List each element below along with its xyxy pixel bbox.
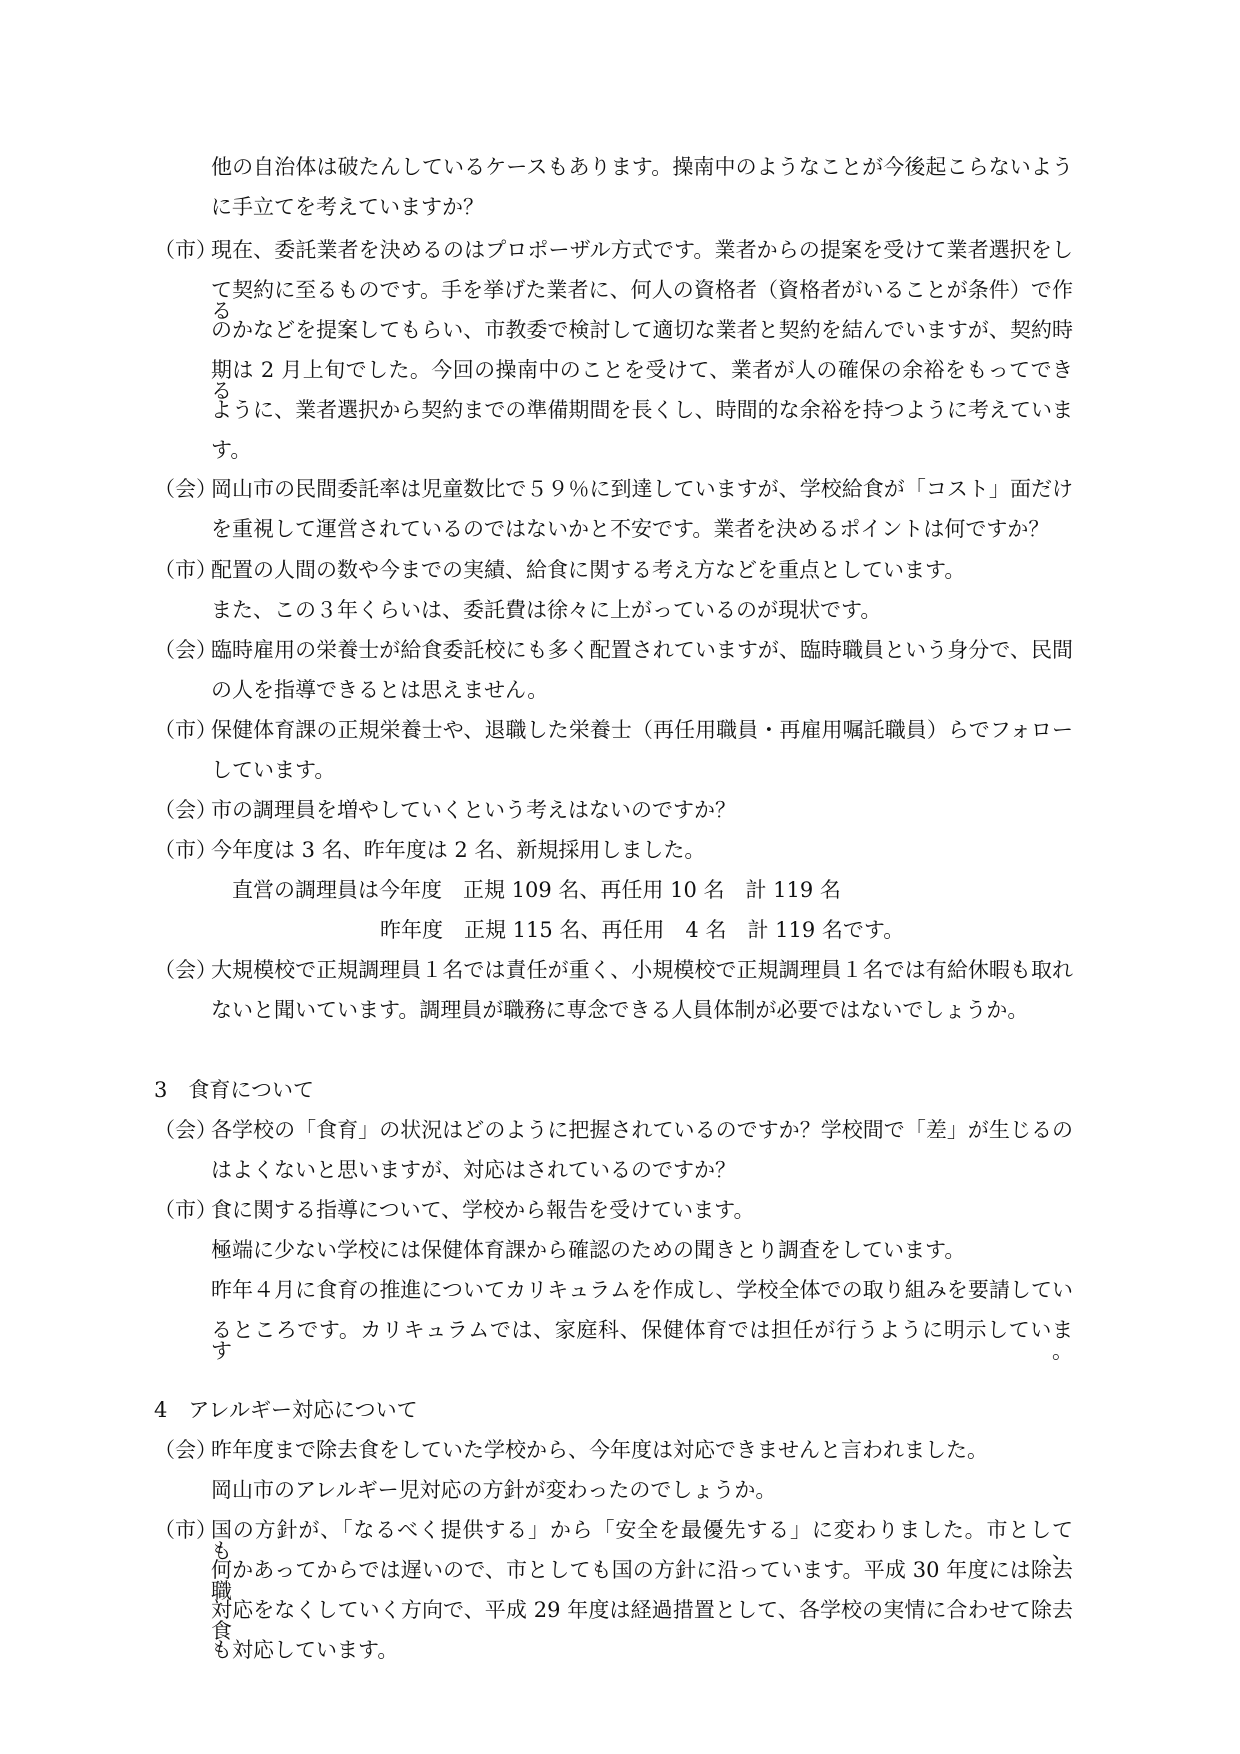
paragraph-line: のかなどを提案してもらい、市教委で検討して適切な業者と契約を結んでいますが、契約時 — [211, 318, 1073, 342]
speaker-label-association: （会） — [154, 1118, 217, 1142]
speaker-label-association: （会） — [154, 1438, 217, 1462]
paragraph-line: しています。 — [211, 758, 336, 782]
speaker-label-city: （市） — [154, 1198, 217, 1222]
speaker-label-city: （市） — [154, 718, 217, 742]
staff-count-line: 直営の調理員は今年度 正規 109 名、再任用 10 名 計 119 名 — [232, 878, 841, 902]
paragraph-line: 岡山市の民間委託率は児童数比で５９％に到達していますが、学校給食が「コスト」面だけ — [211, 477, 1073, 501]
paragraph-line: 現在、委託業者を決めるのはプロポーザル方式です。業者からの提案を受けて業者選択をし — [211, 238, 1073, 262]
paragraph-line: また、この３年くらいは、委託費は徐々に上がっているのが現状です。 — [211, 598, 882, 622]
paragraph-line: るところです。カリキュラムでは、家庭科、保健体育では担任が行うように明示しています。 — [211, 1318, 1073, 1363]
paragraph-line: 期は 2 月上旬でした。今回の操南中のことを受けて、業者が人の確保の余裕をもってできる — [211, 358, 1073, 403]
paragraph-line: 国の方針が、「なるべく提供する」から「安全を最優先する」に変わりました。市としても、 — [211, 1518, 1073, 1563]
paragraph-line: 昨年４月に食育の推進についてカリキュラムを作成し、学校全体での取り組みを要請してい — [211, 1278, 1073, 1302]
speaker-label-city: （市） — [154, 558, 217, 582]
paragraph-line: て契約に至るものです。手を挙げた業者に、何人の資格者（資格者がいることが条件）で作る — [211, 278, 1073, 323]
paragraph-line: ないと聞いています。調理員が職務に専念できる人員体制が必要ではないでしょうか。 — [211, 998, 1029, 1022]
staff-count-line: 昨年度 正規 115 名、再任用 4 名 計 119 名です。 — [380, 918, 905, 942]
paragraph-line: 今年度は 3 名、昨年度は 2 名、新規採用しました。 — [211, 838, 706, 862]
paragraph-line: 他の自治体は破たんしているケースもあります。操南中のようなことが今後起こらないよう — [211, 155, 1073, 179]
paragraph-line: 食に関する指導について、学校から報告を受けています。 — [211, 1198, 755, 1222]
paragraph-line: 市の調理員を増やしていくという考えはないのですか？ — [211, 798, 736, 822]
paragraph-line: ように、業者選択から契約までの準備期間を長くし、時間的な余裕を持つように考えていま — [211, 398, 1073, 422]
speaker-label-association: （会） — [154, 638, 217, 662]
paragraph-line: 臨時雇用の栄養士が給食委託校にも多く配置されていますが、臨時職員という身分で、民間 — [211, 638, 1073, 662]
speaker-label-city: （市） — [154, 238, 217, 262]
speaker-label-association: （会） — [154, 958, 217, 982]
paragraph-line: はよくないと思いますが、対応はされているのですか？ — [211, 1158, 736, 1182]
paragraph-line: 大規模校で正規調理員１名では責任が重く、小規模校で正規調理員１名では有給休暇も取れ — [211, 958, 1073, 982]
paragraph-line: す。 — [211, 438, 252, 462]
paragraph-line: 何かあってからでは遅いので、市としても国の方針に沿っています。平成 30 年度には除去職 — [211, 1558, 1073, 1603]
paragraph-line: 配置の人間の数や今までの実績、給食に関する考え方などを重点としています。 — [211, 558, 966, 582]
speaker-label-association: （会） — [154, 798, 217, 822]
paragraph-line: 各学校の「食育」の状況はどのように把握されているのですか？学校間で「差」が生じるの — [211, 1118, 1073, 1142]
paragraph-line: 対応をなくしていく方向で、平成 29 年度は経過措置として、各学校の実情に合わせて除去食 — [211, 1598, 1073, 1643]
section-heading: 3 食育について — [154, 1078, 314, 1102]
paragraph-line: 保健体育課の正規栄養士や、退職した栄養士（再任用職員・再雇用嘱託職員）らでフォロー — [211, 718, 1073, 742]
paragraph-line: に手立てを考えていますか？ — [211, 195, 484, 219]
paragraph-line: も対応しています。 — [211, 1638, 399, 1662]
section-heading: 4 アレルギー対応について — [154, 1398, 418, 1422]
speaker-label-association: （会） — [154, 477, 217, 501]
speaker-label-city: （市） — [154, 1518, 217, 1542]
paragraph-line: 極端に少ない学校には保健体育課から確認のための聞きとり調査をしています。 — [211, 1238, 966, 1262]
paragraph-line: の人を指導できるとは思えません。 — [211, 678, 549, 702]
paragraph-line: を重視して運営されているのではないかと不安です。業者を決めるポイントは何ですか？ — [211, 517, 1050, 541]
paragraph-line: 昨年度まで除去食をしていた学校から、今年度は対応できませんと言われました。 — [211, 1438, 988, 1462]
speaker-label-city: （市） — [154, 838, 217, 862]
paragraph-line: 岡山市のアレルギー児対応の方針が変わったのでしょうか。 — [211, 1478, 777, 1502]
